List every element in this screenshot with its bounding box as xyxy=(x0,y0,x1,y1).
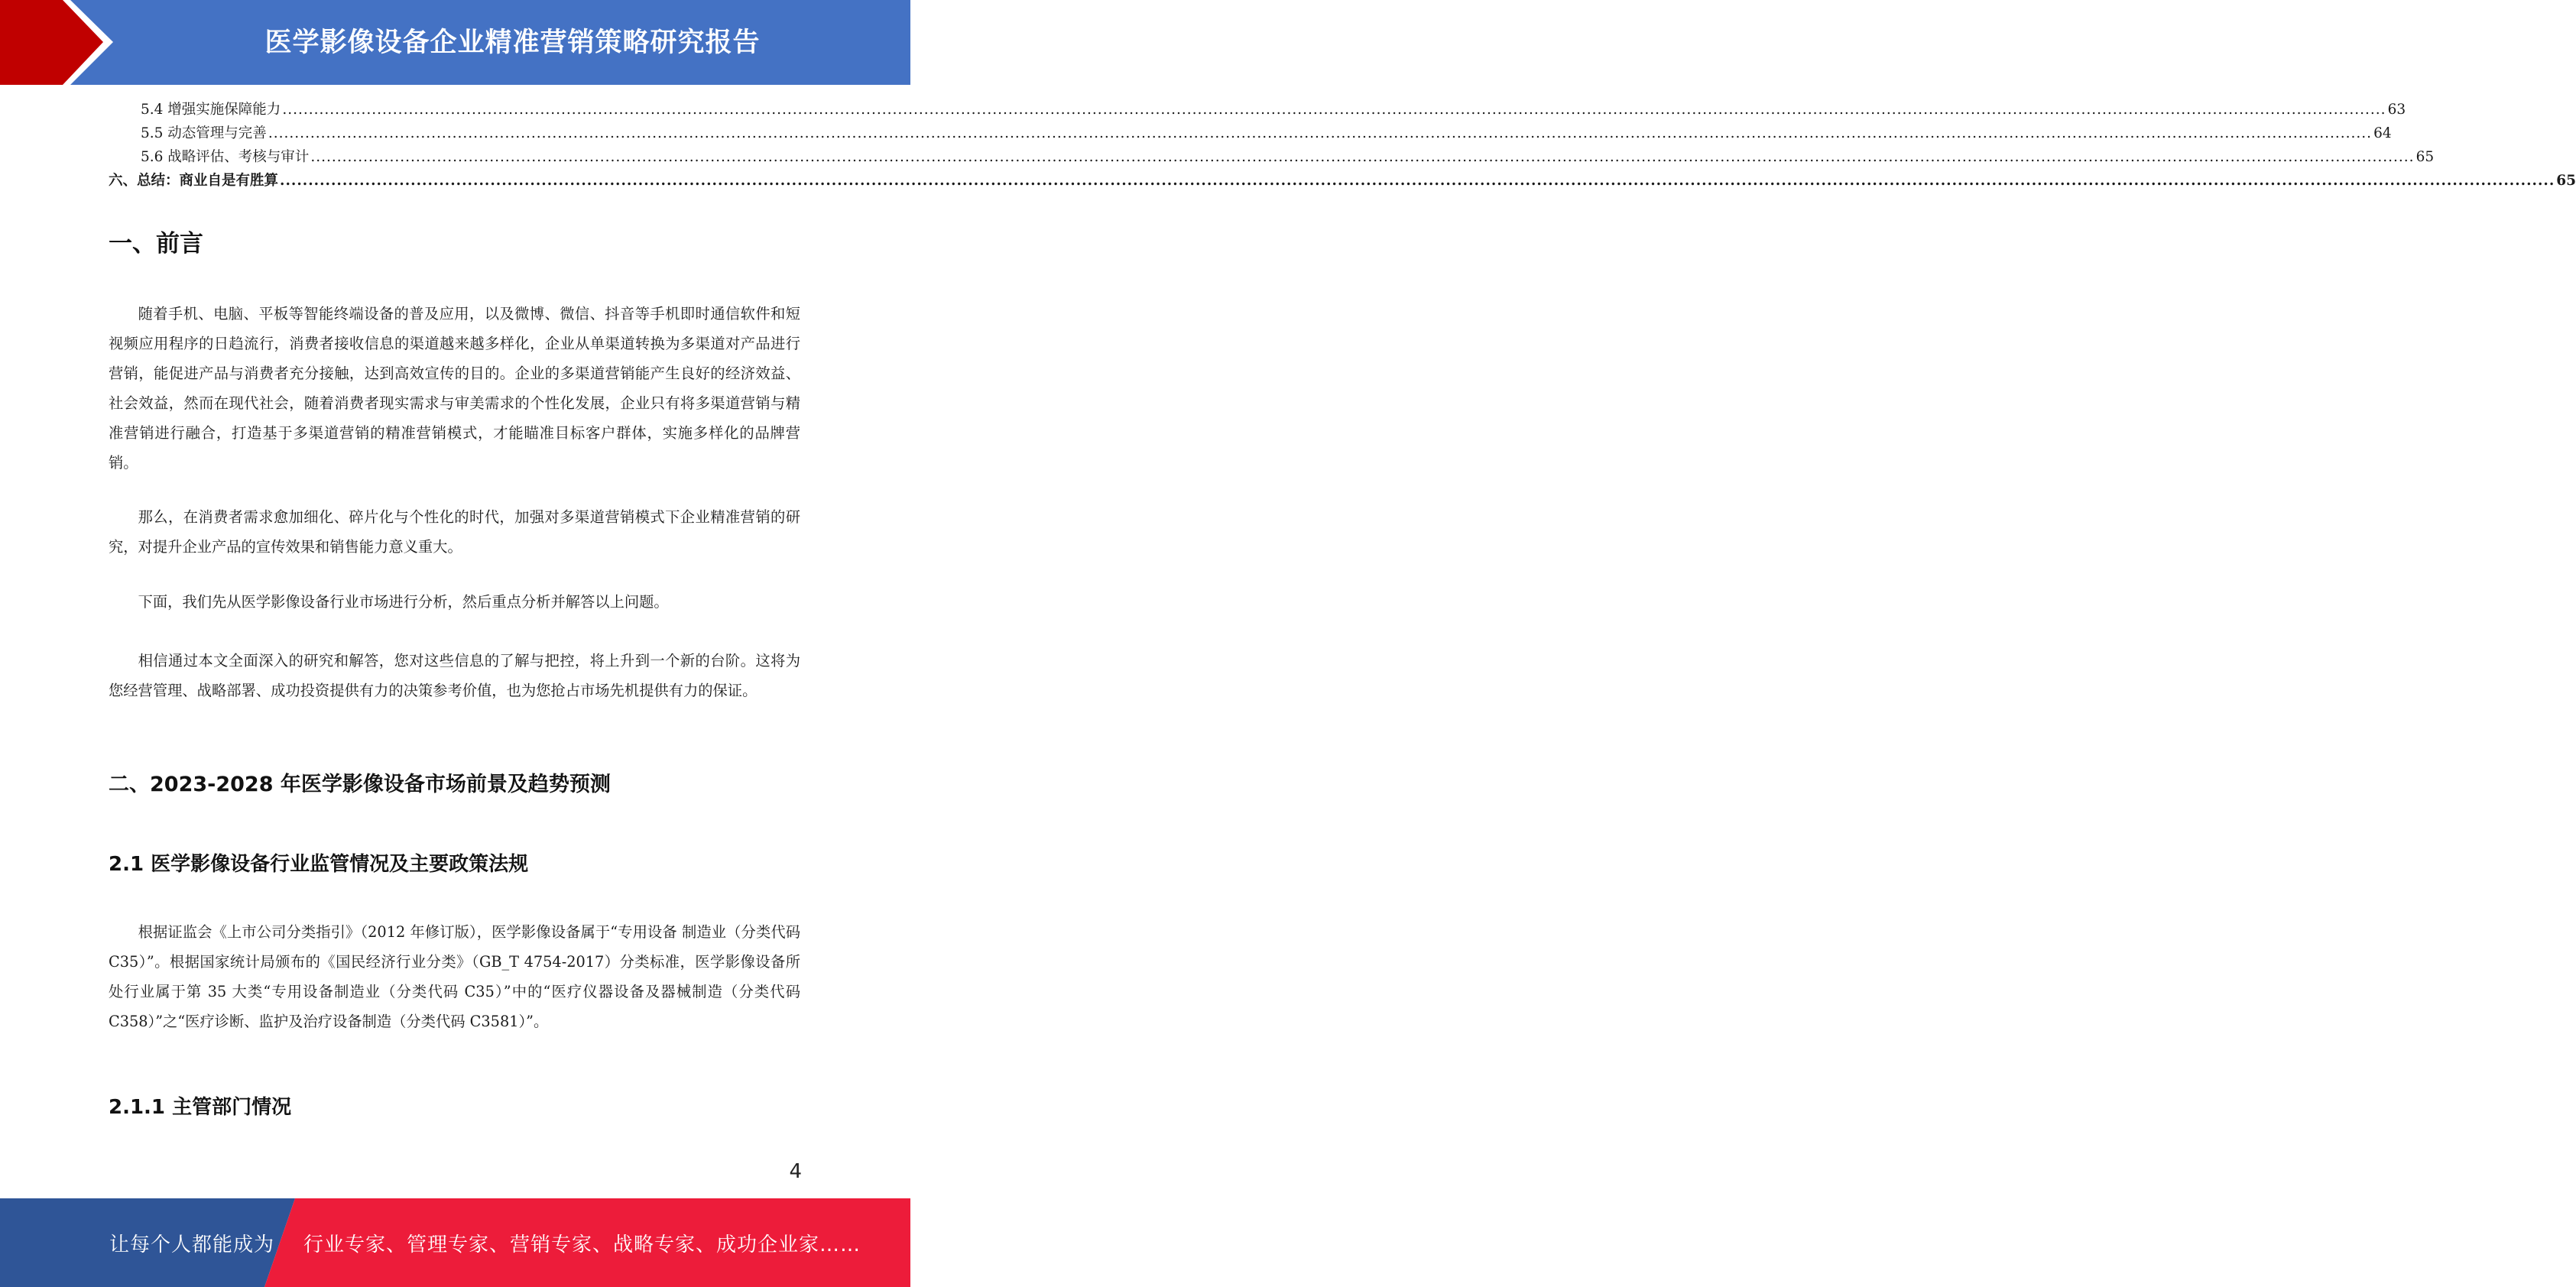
header-arrow-icon xyxy=(0,0,116,85)
footer-slogan-left: 让每个人都能成为 xyxy=(109,1233,275,1256)
toc-entry-page: 65 xyxy=(2556,173,2576,189)
report-title: 医学影像设备企业精准营销策略研究报告 xyxy=(264,27,761,58)
section-heading-preface: 一、前言 xyxy=(109,230,203,258)
toc-entry-page: 65 xyxy=(2415,149,2435,165)
toc-entry-label: 5.5 动态管理与完善 xyxy=(141,122,268,142)
toc-entry[interactable] xyxy=(109,170,2576,193)
subsection-heading-authority: 2.1.1 主管部门情况 xyxy=(109,1096,292,1119)
toc-entry[interactable] xyxy=(109,146,2435,170)
paragraph: 根据证监会《上市公司分类指引》（2012 年修订版），医学影像设备属于“专用设备 制造业（分类代码 C35）”。根据国家统计局颁布的《国民经济行业分类》（GB_T 4754-2017）分类标准，医学影像设备所处行业属于第 35 大类“专用设备制造业（分类代码 C35）”中的“医疗仪器设备及器械制造（分类代码 C358）”之“医疗诊断、监护及治疗设备制造（分类代码 C3581）”。 xyxy=(109,923,800,1030)
toc-entry-label: 5.6 战略评估、考核与审计 xyxy=(141,146,310,166)
paragraph: 下面，我们先从医学影像设备行业市场进行分析，然后重点分析并解答以上问题。 xyxy=(138,593,669,611)
toc-entry[interactable] xyxy=(109,99,2406,122)
toc-entry-label: 5.4 增强实施保障能力 xyxy=(141,99,282,118)
page-number: 4 xyxy=(789,1160,802,1183)
toc-entry-page: 63 xyxy=(2387,102,2406,118)
subsection-heading-regulation: 2.1 医学影像设备行业监管情况及主要政策法规 xyxy=(109,853,529,876)
section-heading-market-outlook: 二、2023-2028 年医学影像设备市场前景及趋势预测 xyxy=(109,773,611,796)
page-footer xyxy=(0,1198,910,1287)
toc-entry-page: 64 xyxy=(2373,125,2392,141)
toc-entry[interactable] xyxy=(109,122,2392,146)
toc-entry-label: 六、总结：商业自是有胜算 xyxy=(109,170,280,190)
toc-dot-leader: ................................................................................................................................................................................................................................................................................................................................................................................................................ xyxy=(310,149,2415,165)
paragraph: 随着手机、电脑、平板等智能终端设备的普及应用，以及微博、微信、抖音等手机即时通信软件和短视频应用程序的日趋流行，消费者接收信息的渠道越来越多样化，企业从单渠道转换为多渠道对产品进行营销，能促进产品与消费者充分接触，达到高效宣传的目的。企业的多渠道营销能产生良好的经济效益、社会效益，然而在现代社会，随着消费者现实需求与审美需求的个性化发展，企业只有将多渠道营销与精准营销进行融合，打造基于多渠道营销的精准营销模式，才能瞄准目标客户群体，实施多样化的品牌营销。 xyxy=(109,305,800,472)
footer-slogan-right: 行业专家、管理专家、营销专家、战略专家、成功企业家…… xyxy=(303,1233,861,1256)
toc-dot-leader: ................................................................................................................................................................................................................................................................................................................................................................................................................ xyxy=(282,102,2386,118)
paragraph: 那么，在消费者需求愈加细化、碎片化与个性化的时代，加强对多渠道营销模式下企业精准营销的研究，对提升企业产品的宣传效果和销售能力意义重大。 xyxy=(109,508,800,556)
toc-dot-leader: ................................................................................................................................................................................................................................................................................................................................................................................................................ xyxy=(280,173,2555,189)
page-header xyxy=(0,0,910,85)
toc-dot-leader: ................................................................................................................................................................................................................................................................................................................................................................................................................ xyxy=(268,125,2373,141)
table-of-contents xyxy=(109,99,2576,193)
paragraph: 相信通过本文全面深入的研究和解答，您对这些信息的了解与把控，将上升到一个新的台阶。这将为您经营管理、战略部署、成功投资提供有力的决策参考价值，也为您抢占市场先机提供有力的保证。 xyxy=(109,652,800,699)
